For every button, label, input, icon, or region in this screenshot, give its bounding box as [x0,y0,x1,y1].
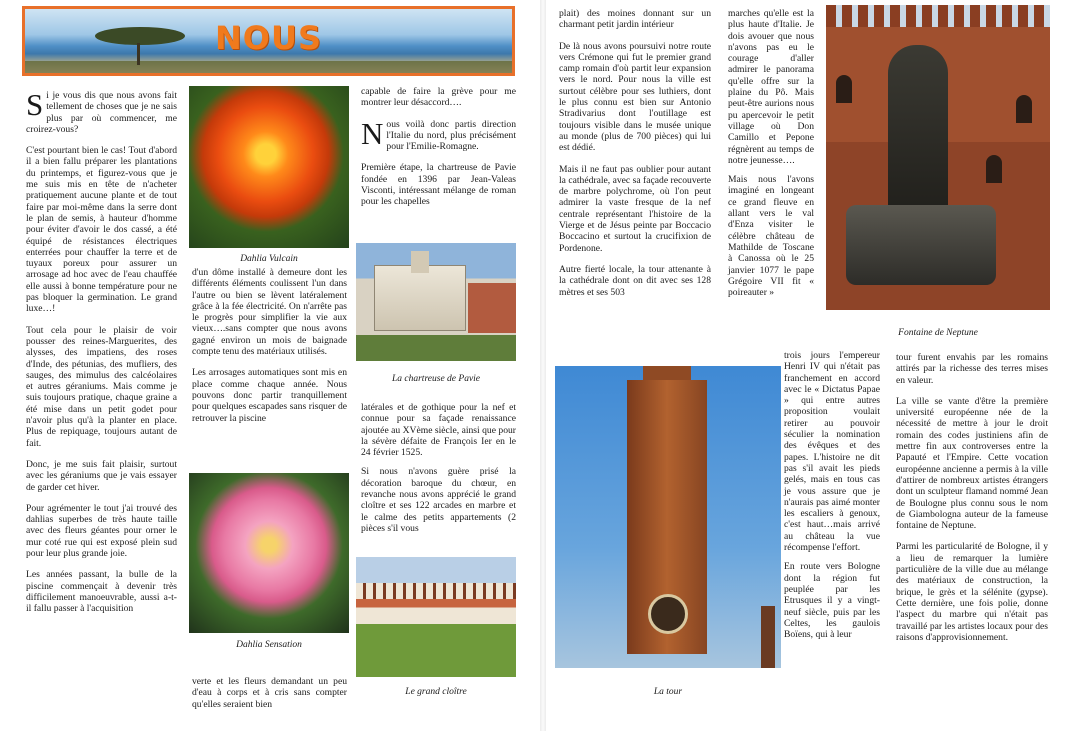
caption-fontaine: Fontaine de Neptune [898,328,978,338]
banner-title: NOUS [214,19,322,57]
right-column-3 [896,352,1048,653]
paragraph: Première étape, la chartreuse de Pavie fondée en 1396 par Jean-Valeas Visconti, intéressant mélange de roman pour les chapelles [361,162,516,208]
paragraph: capable de faire la grève pour me montrer leur désaccord…. [361,86,516,109]
left-column-2-bottom [192,676,347,720]
palace-window [986,155,1002,183]
clock-icon [648,594,688,634]
palace-window [1016,95,1032,123]
caption-dahlia-vulcain: Dahlia Vulcain [240,254,298,264]
photo-grand-cloitre [356,557,516,677]
caption-cloitre: Le grand cloître [405,687,467,697]
chartreuse-facade [374,265,466,331]
caption-tour: La tour [653,687,683,697]
photo-fontaine-neptune [826,5,1050,310]
photo-dahlia-vulcain [189,86,349,248]
photo-la-tour [555,366,781,668]
paragraph: Les arrosages automatiques sont mis en place comme chaque année. Nous pouvons donc partir tranquillement pour quelques escapades sans risquer de retrouver la piscine [192,367,347,424]
right-column-2-top [728,8,814,306]
caption-chartreuse: La chartreuse de Pavie [391,374,481,384]
paragraph [26,87,177,135]
paragraph [361,115,516,153]
paragraph: Pour agrémenter le tout j'ai trouvé des dahlias superbes de très haute taille avec des fleurs géantes pour orner le mur coté rue qui est exposé plein sud pour leur plus grande joie. [26,502,177,559]
dropcap: S [26,87,44,122]
paragraph: Mais nous l'avons imaginé en longeant ce grand fleuve en allant vers le val d'Enza visiter le célèbre château de Mathilde de Toscane à Canossa où le 25 janvier 1077 le pape Grégoire VII fit « poireauter » [728,174,814,299]
palace-battlement [826,5,1050,27]
page-gutter [540,0,546,731]
paragraph: tour furent envahis par les romains attirés par la richesse des terres mises en valeur. [896,352,1048,386]
paragraph: d'un dôme installé à demeure dont les différents éléments coulissent l'un dans l'autre ou bien se lèvent latéralement grâce à la fée électricité. On n'arrête pas le progrès pour simplifier la vie aux vieux….sans compter que nous avons gagné environ un mois de baignade compte tenu des matériaux utilisés. [192,267,347,358]
neptune-statue [888,45,948,225]
paragraph: Parmi les particularité de Bologne, il y a lieu de remarquer la lumière particulière de la ville due au mélange des matériaux de construction, la brique, le grès et la sélénite (gypse). Cette dernière, une fois polie, donne l'aspect du marbre qui n'était pas travaillé par les artistes locaux pour des raisons d'approvisionnement. [896,541,1048,643]
fountain-basin [846,205,996,285]
right-column-2-bottom [784,350,880,648]
banner-shore [25,61,512,76]
side-spire [761,606,775,668]
left-column-3 [361,86,516,218]
left-column-2 [192,267,347,434]
paragraph: verte et les fleurs demandant un peu d'eau à corps et à cris sans compter qu'elles seraient bien [192,676,347,710]
cloister-arcades [356,583,516,599]
paragraph: Les années passant, la bulle de la piscine commençait à devenir très difficilement manoeuvrable, aussi a-t-il fallu passer à l'acquisition [26,569,177,615]
paragraph: C'est pourtant bien le cas! Tout d'abord il a bien fallu préparer les plantations du printemps, et figurez-vous que je me suis mis en tête de n'acheter pratiquement aucune plante et de tout faire par moi-même dans la serre dont le plan de semis, à hauteur d'homme pour éviter d'avoir le dos cassé, a été équipé de résistances électriques enterrées pour chauffer la terre et de tuyaux poreux pour assurer un arrosage ad hoc avec de l'eau chauffée elle aussi à bonne température pour ne pas bloquer la germination. Le grand luxe…! [26,145,177,315]
photo-chartreuse-pavie [356,243,516,361]
photo-dahlia-sensation [189,473,349,633]
paragraph: En route vers Bologne dont la région fut peuplée par les Etrusques il y a vingt-neuf siècle, puis par les Celtes, les gaulois Boïens, qui à leur [784,561,880,641]
paragraph: marches qu'elle est la plus haute d'Italie. Je dois avouer que nous n'avons pas eu le courage d'aller admirer le panorama qu'elle offre sur la plaine du Pô. Mais peut-être aurions nous pu apercevoir le petit village où Don Camillo et Pepone régnèrent au temps de notre jeunesse…. [728,8,814,166]
paragraph: Tout cela pour le plaisir de voir pousser des reines-Marguerites, des alysses, des impatiens, des roses d'Inde, des pétunias, des mufliers, des sauges, des mimulus des calcéolaires et autres géraniums. Mais comme je suis toujours pratique, chaque graine a été mise dans un petit godet pour n'avoir plus qu'à la planter en place. Plus de repiquage, toujours autant de fait. [26,324,177,449]
left-column-3-bottom [361,402,516,542]
paragraph-text: i je vous dis que nous avons fait tellement de choses que je ne sais plus par où commencer, me croirez-vous? [26,90,177,135]
header-banner [22,6,515,76]
paragraph: Mais il ne faut pas oublier pour autant la cathédrale, avec sa façade recouverte de marbre polychrome, où l'on peut admirer la vaste fresque de la nef centrale représentant l'histoire de la Vierge et de Jésus peinte par Boccacio Boccacino et surtout la crucifixion de Pordenone. [559,163,711,254]
paragraph: latérales et de gothique pour la nef et connue pour sa façade renaissance ajoutée au XVème siècle, ainsi que pour la sévère défaite de François Ier en le 24 février 1525. [361,402,516,459]
left-column-1 [26,87,177,624]
chartreuse-wing [468,283,516,333]
palace-window [836,75,852,103]
dropcap: N [361,115,384,151]
paragraph: plait) des moines donnant sur un charmant petit jardin intérieur [559,8,711,31]
paragraph: Autre fierté locale, la tour attenante à la cathédrale dont on dit avec ses 128 mètres et ses 503 [559,263,711,298]
paragraph: La ville se vante d'être la première université européenne née de la nécessité de mettre à jour le droit romain des codes justiniens afin de mettre fin aux controverses entre la Papauté et l'Empire. Cette vocation européenne ancienne a permis à la ville d'attirer de nombreux artistes étrangers dont un sculpteur flamand nommé Jean de Boulogne plus connu sous le nom de Giambologna auteur de la fameuse fontaine de Neptune. [896,395,1048,532]
paragraph: trois jours l'empereur Henri IV qui n'était pas franchement en accord avec le « Dictatus Papae » qui entre autres proposition voulait retirer au pouvoir séculier la nomination des évêques et des papes. L'histoire ne dit pas s'il avait les pieds gelés, mais en tous cas je vous assure que je n'aurais pas aimé monter les escaliers à genoux, c'est haut…mais arrivé au château la vue récompense l'effort. [784,350,880,554]
paragraph: De là nous avons poursuivi notre route vers Crémone qui fut le premier grand camp romain d'où partit leur expansion vers le nord. Pour nous la ville est surtout célèbre pour ses luthiers, dont le plus connu est bien sur Antonio Stradivarius dont l'outillage est toujours visible dans le musée unique au monde (plus de 700 pièces) qui lui est dédié. [559,40,711,154]
paragraph-text: ous voilà donc partis direction l'Italie du nord, plus précisément pour l'Emilie-Romagne. [386,118,516,153]
paragraph: Si nous n'avons guère prisé la décoration baroque du chœur, en revanche nous avons apprécié le grand cloître et ses 122 arcades en marbre et le calme des petits appartements (2 pièces s'il vous [361,466,516,534]
caption-dahlia-sensation: Dahlia Sensation [236,640,302,650]
chartreuse-tower [411,251,429,273]
right-column-1 [559,8,711,308]
paragraph: Donc, je me suis fait plaisir, surtout avec les géraniums que je vais essayer de garder cet hiver. [26,458,177,493]
